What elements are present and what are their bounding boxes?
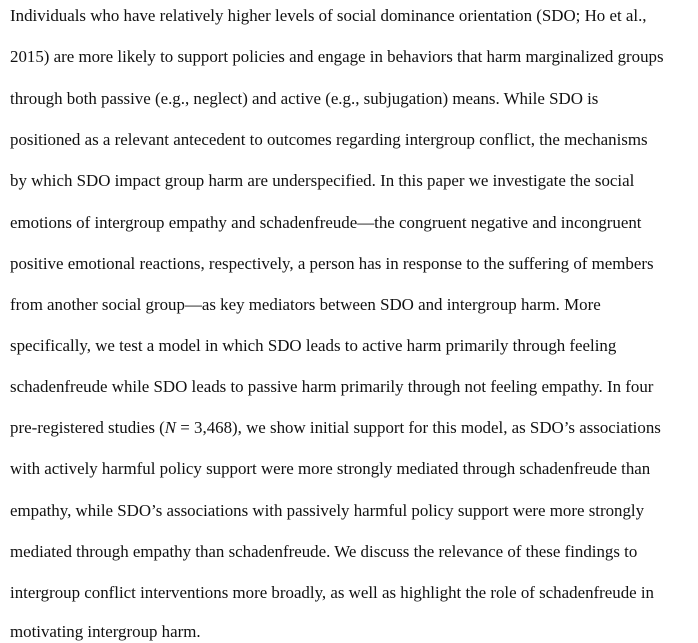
abstract-line-7: positive emotional reactions, respectively, a person has in response to the suffering of members	[10, 254, 654, 273]
abstract-line-13: empathy, while SDO’s associations with passively harmful policy support were more strongly	[10, 501, 645, 520]
abstract-line-4: positioned as a relevant antecedent to outcomes regarding intergroup conflict, the mechanisms	[10, 130, 648, 149]
abstract-line-11-suffix: = 3,468), we show initial support for this model, as SDO’s associations	[176, 418, 661, 437]
abstract-line-11	[10, 418, 661, 438]
abstract-line-2: 2015) are more likely to support policies and engage in behaviors that harm marginalized groups	[10, 47, 664, 66]
abstract-line-10: schadenfreude while SDO leads to passive harm primarily through not feeling empathy. In four	[10, 377, 654, 396]
abstract-line-14: mediated through empathy than schadenfreude. We discuss the relevance of these findings to	[10, 542, 638, 561]
abstract-line-5: by which SDO impact group harm are underspecified. In this paper we investigate the social	[10, 171, 635, 190]
abstract-line-9: specifically, we test a model in which SDO leads to active harm primarily through feeling	[10, 336, 617, 355]
abstract-line-15: intergroup conflict interventions more broadly, as well as highlight the role of schadenfreude in	[10, 583, 655, 602]
sample-size-symbol: N	[164, 418, 177, 437]
abstract-line-12: with actively harmful policy support were more strongly mediated through schadenfreude than	[10, 459, 651, 478]
abstract-line-1: Individuals who have relatively higher levels of social dominance orientation (SDO; Ho et al.,	[10, 6, 647, 25]
abstract-line-11-prefix: pre-registered studies (	[10, 418, 165, 437]
abstract-line-8: from another social group—as key mediators between SDO and intergroup harm. More	[10, 295, 601, 314]
abstract-line-6: emotions of intergroup empathy and schadenfreude—the congruent negative and incongruent	[10, 213, 642, 232]
abstract-line-3: through both passive (e.g., neglect) and active (e.g., subjugation) means. While SDO is	[10, 89, 599, 108]
abstract-line-16: motivating intergroup harm.	[10, 622, 201, 641]
